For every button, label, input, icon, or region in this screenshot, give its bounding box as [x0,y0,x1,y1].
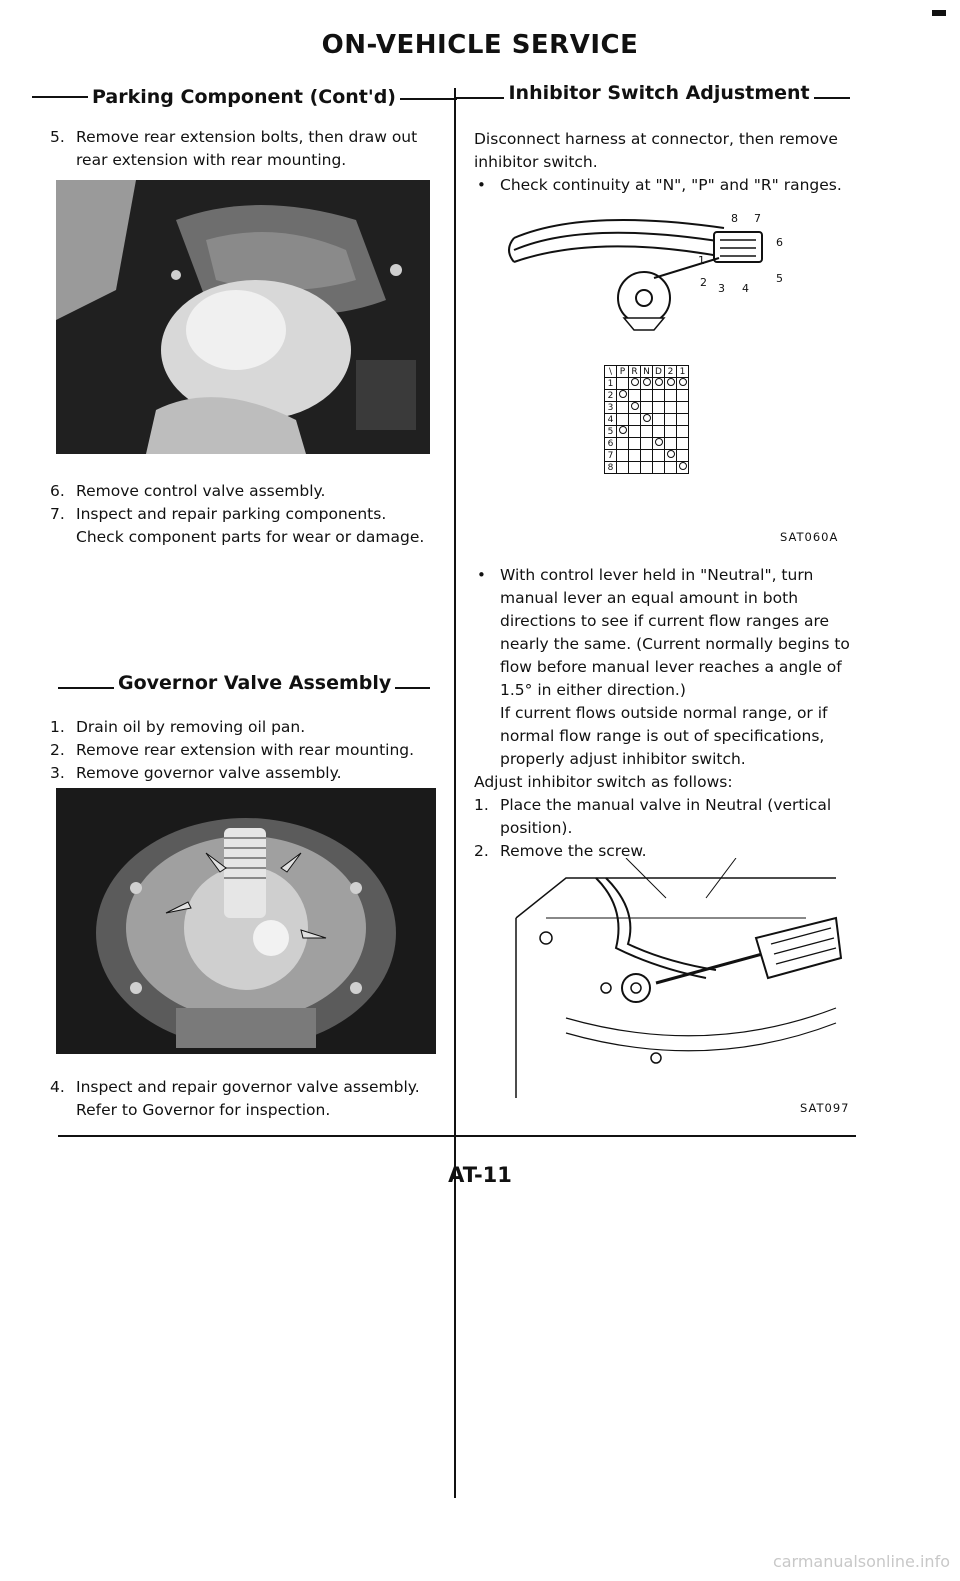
bullet-text: If current flows outside normal range, or if normal flow range is out of specifications, properly adjust inhibitor switch. [500,704,828,768]
governor-step [50,762,440,785]
col-header: P [617,366,629,378]
row-header: 6 [605,438,617,450]
col-header: 2 [665,366,677,378]
step-text: Inspect and repair governor valve assembly. Refer to Governor for inspection. [76,1078,420,1119]
terminal-label-3: 3 [718,282,725,295]
continuity-table [604,365,689,474]
intro-text: Disconnect harness at connector, then remove inhibitor switch. [474,130,838,171]
terminal-label-8: 8 [731,212,738,225]
heading-rule [400,98,457,100]
page-title: ON-VEHICLE SERVICE [321,30,639,60]
corner-mark [932,10,946,16]
step-text: Remove rear extension with rear mounting. [76,741,415,759]
step-6 [50,480,430,503]
page-number: AT-11 [448,1163,512,1187]
bullet-text: • With control lever held in "Neutral", turn manual lever an equal amount in both directions to see if current flow ranges are nearly the same. (Current normally begins to flow before manual lever reaches a angle of 1.5° in either direction.) [500,566,850,699]
row-header: 2 [605,390,617,402]
figure-caption: SAT060A [780,530,839,544]
terminal-label-2: 2 [700,276,707,289]
table-corner: \ [605,366,617,378]
col-header: R [629,366,641,378]
row-header: 5 [605,426,617,438]
step-number: 2. [474,842,489,860]
bullet-neutral [474,564,854,771]
terminal-label-7: 7 [754,212,761,225]
neutral-instructions [474,564,854,863]
section-heading-parking [32,86,457,108]
heading-rule [456,97,504,99]
rear-extension-illustration [56,180,430,454]
step-text: Remove the screw. [500,842,647,860]
section-heading-inhibitor [456,82,850,104]
inhibitor-switch-figure [504,198,804,338]
terminal-label-5: 5 [776,272,783,285]
photo-governor [56,788,436,1054]
col-header: D [653,366,665,378]
heading-rule [58,687,114,689]
step-text: Remove rear extension bolts, then draw out rear extension with rear mounting. [76,128,418,169]
figure-caption: SAT097 [800,1101,850,1115]
governor-step [50,739,440,762]
adjust-intro: Adjust inhibitor switch as follows: [474,773,733,791]
row-header: 1 [605,378,617,390]
step-text: Place the manual valve in Neutral (vertical position). [500,796,832,837]
page-bottom-rule [58,1135,856,1137]
col-header: 1 [677,366,689,378]
step-number: 1. [474,796,489,814]
step-text: Inspect and repair parking components. Check component parts for wear or damage. [76,505,425,546]
terminal-label-4: 4 [742,282,749,295]
col-header: N [641,366,653,378]
watermark: carmanualsonline.info [772,1552,950,1571]
section-title-parking: Parking Component (Cont'd) [92,86,396,108]
governor-step [50,716,440,739]
terminal-label-6: 6 [776,236,783,249]
photo-rear-extension [56,180,430,454]
step-text: Remove governor valve assembly. [76,764,342,782]
heading-rule [814,97,850,99]
screw-removal-figure [506,858,846,1108]
step-number: 2. [50,741,65,759]
step-text: Drain oil by removing oil pan. [76,718,306,736]
step-number: 3. [50,764,65,782]
steps-6-7 [50,480,430,549]
bullet-continuity: • Check continuity at "N", "P" and "R" ranges. [474,174,854,197]
step-number: 1. [50,718,65,736]
row-header: 8 [605,462,617,474]
step-5 [50,126,430,172]
step-number: 4. [50,1078,65,1096]
step-7 [50,503,430,549]
step-number: 5. [50,128,65,146]
terminal-label-1: 1 [698,254,705,267]
heading-rule [32,96,88,98]
adjust-step [474,794,854,840]
row-header: 7 [605,450,617,462]
heading-rule [395,687,430,689]
step-4 [50,1076,440,1122]
section-title-inhibitor: Inhibitor Switch Adjustment [508,82,810,104]
column-divider [454,88,456,1498]
section-heading-governor [58,672,430,694]
row-header: 4 [605,414,617,426]
governor-illustration [56,788,436,1054]
section-title-governor: Governor Valve Assembly [118,672,392,694]
row-header: 3 [605,402,617,414]
step-number: 7. [50,505,65,523]
inhibitor-intro [474,128,854,197]
screw-removal-illustration [506,858,846,1108]
governor-steps [50,716,440,785]
step-number: 6. [50,482,65,500]
step-text: Remove control valve assembly. [76,482,326,500]
